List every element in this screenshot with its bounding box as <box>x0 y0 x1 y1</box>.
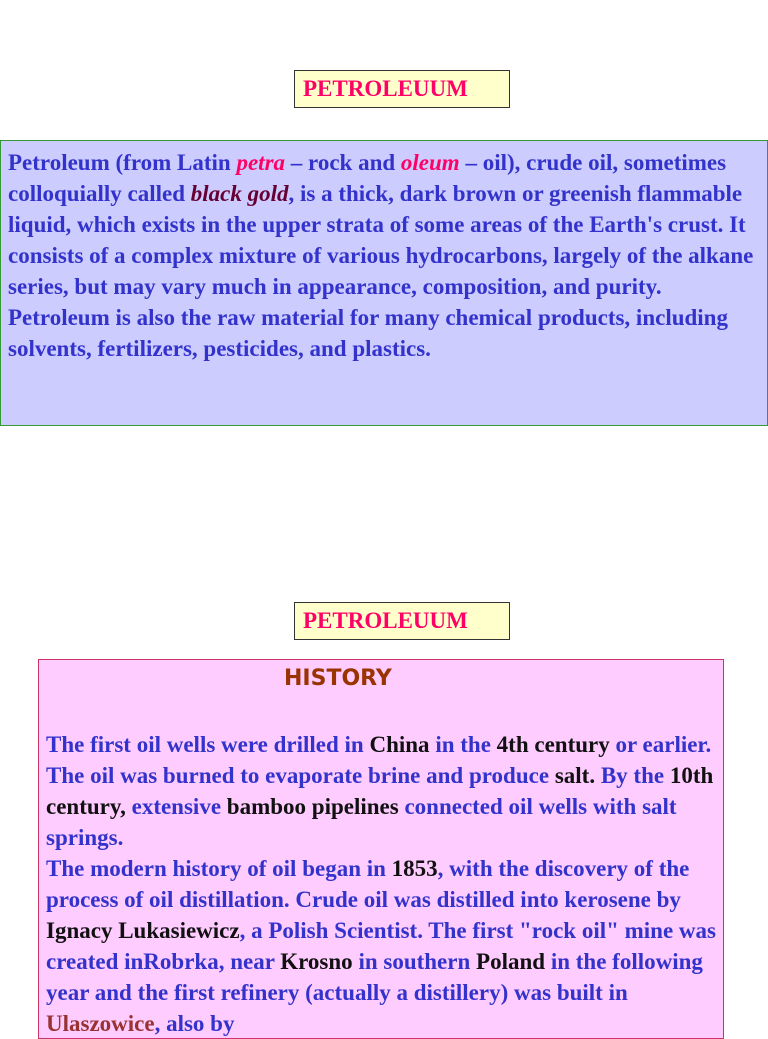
highlight-1853: 1853 <box>391 856 438 881</box>
highlight-bamboo-pipelines: bamboo pipelines <box>226 794 399 819</box>
term-black-gold: black gold <box>190 181 289 206</box>
definition-panel <box>0 140 768 426</box>
definition-text: Petroleum (from Latin <box>8 150 237 175</box>
slide2-title: PETROLEUUM <box>294 602 510 640</box>
slide1-title: PETROLEUUM <box>294 70 510 108</box>
history-heading: HISTORY <box>284 666 392 691</box>
highlight-salt: salt. <box>554 763 596 788</box>
highlight-ulaszowice: Ulaszowice <box>46 1011 155 1036</box>
definition-text: – oil), crude oil, sometimes colloquially called <box>8 150 727 206</box>
history-text: By the <box>595 763 670 788</box>
definition-text: – rock and <box>285 150 401 175</box>
history-text: , with the discovery of the process of oil distillation. Crude oil was distilled into kerosene by <box>46 856 690 912</box>
highlight-krosno: Krosno <box>280 949 353 974</box>
history-text: or earlier. The oil was burned to evaporate brine and produce <box>46 732 712 788</box>
term-oleum: oleum <box>400 150 460 175</box>
history-text: in the <box>429 732 497 757</box>
highlight-ignacy-lukasiewicz: Ignacy Lukasiewicz <box>46 918 240 943</box>
history-text: in southern <box>352 949 477 974</box>
history-text: The first oil wells were drilled in <box>46 732 370 757</box>
highlight-china: China <box>369 732 430 757</box>
history-text: in the following year and the first refinery (actually a distillery) was built in <box>46 949 703 1005</box>
history-panel <box>38 659 724 1039</box>
highlight-10th-century: 10th century, <box>46 763 714 819</box>
definition-text: , is a thick, dark brown or greenish flammable liquid, which exists in the upper strata of some areas of the Earth's crust. It consists of a complex mixture of various hydrocarbons, largely of the alkane series, but may vary much in appearance, composition, and purity. Petroleum is also the raw material for many chemical products, including solvents, fertilizers, pesticides, and plastics. <box>8 181 754 361</box>
history-text: The modern history of oil began in <box>46 856 392 881</box>
highlight-4th-century: 4th century <box>496 732 610 757</box>
history-text: , a Polish Scientist. The first "rock oil" mine was created inRobrka, near <box>46 918 716 974</box>
term-petra: petra <box>236 150 286 175</box>
history-text: extensive <box>125 794 227 819</box>
history-text: , also by <box>154 1011 235 1036</box>
history-text: connected oil wells with salt springs. <box>46 794 677 850</box>
highlight-poland: Poland <box>476 949 546 974</box>
